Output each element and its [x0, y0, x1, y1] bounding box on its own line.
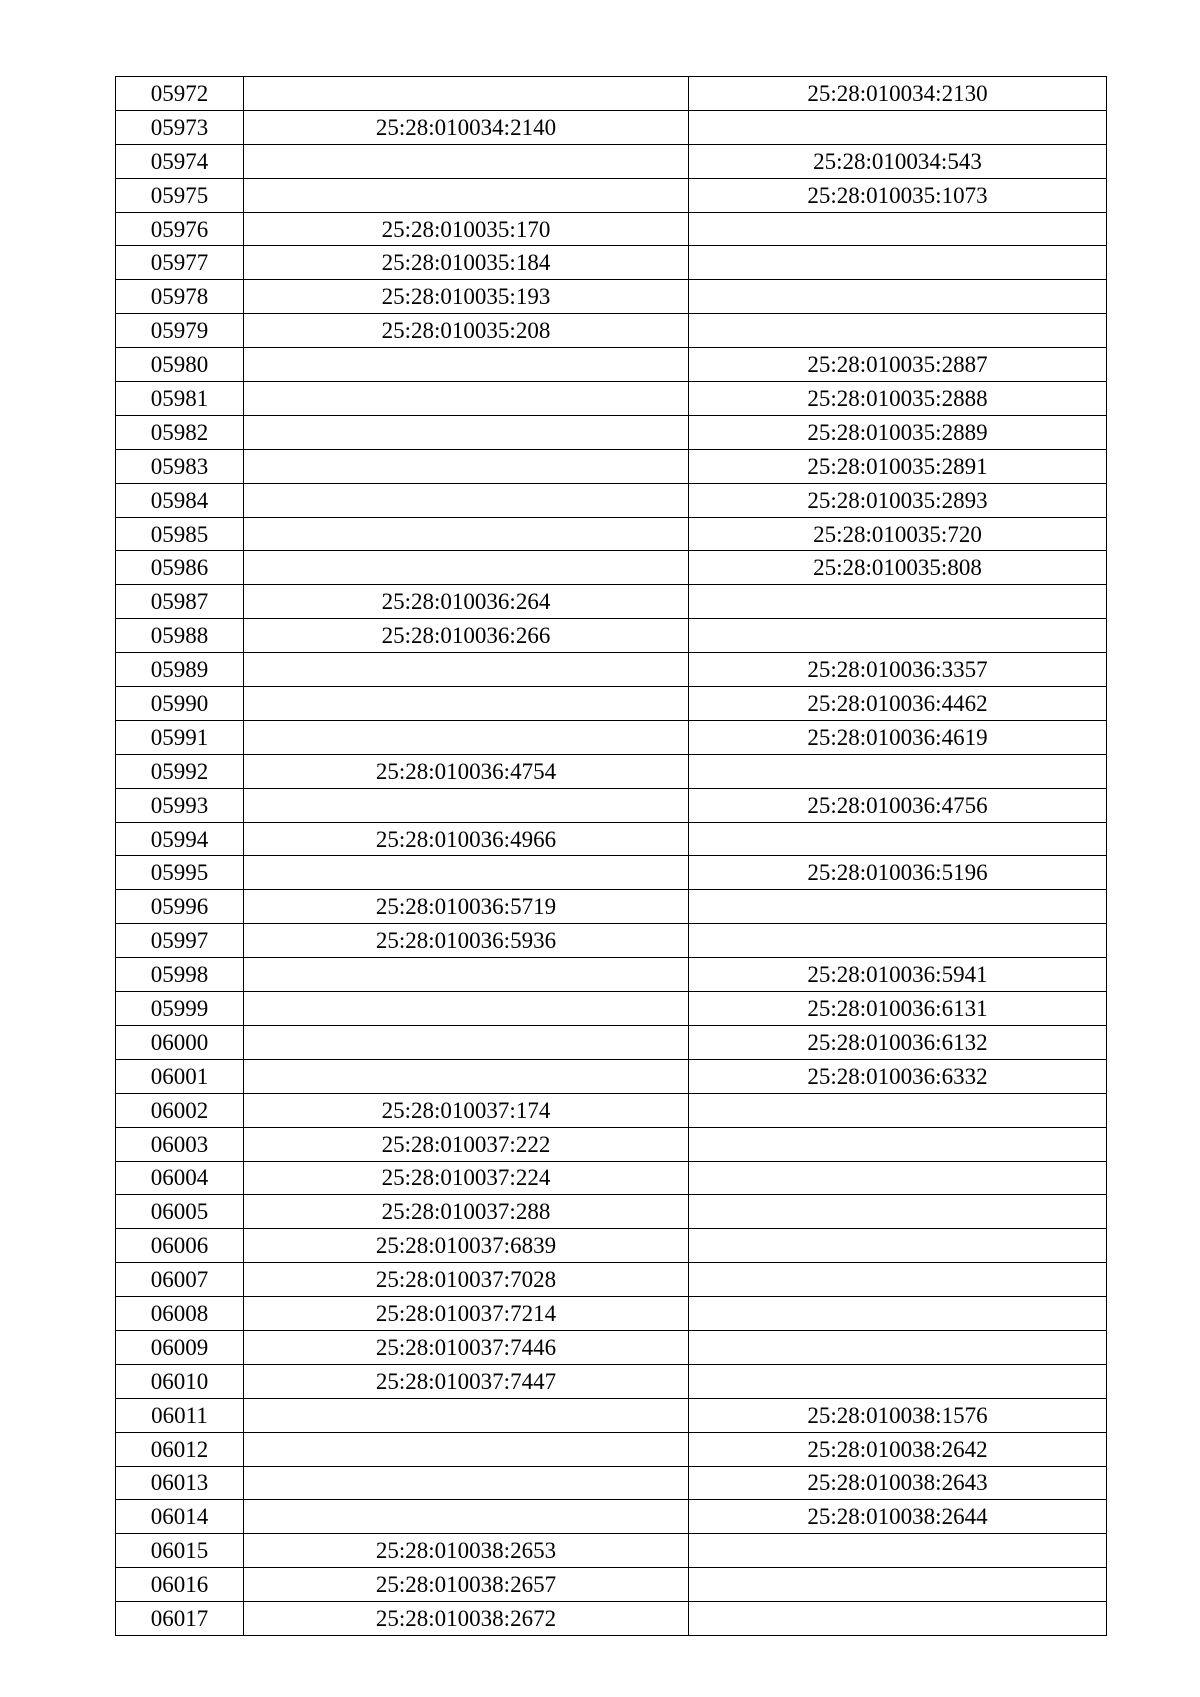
cadastral-number-cell-a: 25:28:010038:2653	[244, 1534, 689, 1568]
cadastral-number-cell-a: 25:28:010034:2140	[244, 110, 689, 144]
cadastral-number-cell-b: 25:28:010036:4756	[689, 788, 1107, 822]
table-row	[116, 1364, 1107, 1398]
cadastral-number-cell-b	[689, 585, 1107, 619]
row-number-cell: 05985	[116, 517, 244, 551]
cadastral-number-cell-a	[244, 178, 689, 212]
table-row	[116, 822, 1107, 856]
cadastral-number-cell-a: 25:28:010036:5719	[244, 890, 689, 924]
cadastral-number-cell-b	[689, 1568, 1107, 1602]
table-row	[116, 348, 1107, 382]
table-body	[116, 77, 1107, 1636]
cadastral-number-cell-b	[689, 1602, 1107, 1636]
row-number-cell: 05976	[116, 212, 244, 246]
row-number-cell: 05989	[116, 653, 244, 687]
cadastral-number-cell-a	[244, 1466, 689, 1500]
table-row	[116, 144, 1107, 178]
cadastral-number-cell-a: 25:28:010036:4754	[244, 754, 689, 788]
cadastral-number-cell-a: 25:28:010035:184	[244, 246, 689, 280]
row-number-cell: 06014	[116, 1500, 244, 1534]
table-row	[116, 212, 1107, 246]
table-row	[116, 687, 1107, 721]
cadastral-number-cell-b	[689, 1364, 1107, 1398]
table-row	[116, 720, 1107, 754]
cadastral-number-cell-a: 25:28:010038:2657	[244, 1568, 689, 1602]
cadastral-number-cell-b	[689, 246, 1107, 280]
cadastral-number-cell-a	[244, 788, 689, 822]
cadastral-number-cell-a: 25:28:010036:5936	[244, 924, 689, 958]
cadastral-number-cell-b: 25:28:010035:2893	[689, 483, 1107, 517]
cadastral-number-cell-a	[244, 348, 689, 382]
cadastral-number-cell-a: 25:28:010037:7028	[244, 1263, 689, 1297]
cadastral-number-cell-a: 25:28:010035:193	[244, 280, 689, 314]
row-number-cell: 05973	[116, 110, 244, 144]
table-row	[116, 449, 1107, 483]
table-row	[116, 1602, 1107, 1636]
cadastral-numbers-table	[115, 76, 1107, 1636]
table-row	[116, 1330, 1107, 1364]
table-row	[116, 1534, 1107, 1568]
cadastral-number-cell-b	[689, 1127, 1107, 1161]
cadastral-number-cell-b	[689, 1093, 1107, 1127]
cadastral-number-cell-b: 25:28:010038:1576	[689, 1398, 1107, 1432]
row-number-cell: 05988	[116, 619, 244, 653]
table-row	[116, 619, 1107, 653]
cadastral-number-cell-a	[244, 653, 689, 687]
cadastral-number-cell-a	[244, 958, 689, 992]
table-row	[116, 1127, 1107, 1161]
row-number-cell: 06013	[116, 1466, 244, 1500]
cadastral-number-cell-b	[689, 280, 1107, 314]
table-row	[116, 1432, 1107, 1466]
row-number-cell: 06005	[116, 1195, 244, 1229]
row-number-cell: 05996	[116, 890, 244, 924]
cadastral-number-cell-a	[244, 1025, 689, 1059]
table-row	[116, 1500, 1107, 1534]
row-number-cell: 05994	[116, 822, 244, 856]
table-row	[116, 1229, 1107, 1263]
cadastral-number-cell-b: 25:28:010034:2130	[689, 77, 1107, 111]
cadastral-number-cell-a: 25:28:010037:222	[244, 1127, 689, 1161]
table-row	[116, 517, 1107, 551]
cadastral-number-cell-b: 25:28:010034:543	[689, 144, 1107, 178]
row-number-cell: 05977	[116, 246, 244, 280]
table-row	[116, 1466, 1107, 1500]
cadastral-number-cell-a: 25:28:010037:7447	[244, 1364, 689, 1398]
cadastral-number-cell-b: 25:28:010035:1073	[689, 178, 1107, 212]
cadastral-number-cell-a	[244, 517, 689, 551]
cadastral-number-cell-a	[244, 992, 689, 1026]
cadastral-number-cell-b	[689, 1161, 1107, 1195]
cadastral-number-cell-a: 25:28:010037:224	[244, 1161, 689, 1195]
table-row	[116, 754, 1107, 788]
row-number-cell: 06017	[116, 1602, 244, 1636]
cadastral-number-cell-a	[244, 382, 689, 416]
row-number-cell: 06006	[116, 1229, 244, 1263]
row-number-cell: 06001	[116, 1059, 244, 1093]
row-number-cell: 06004	[116, 1161, 244, 1195]
cadastral-number-cell-b	[689, 1534, 1107, 1568]
cadastral-number-cell-a	[244, 1398, 689, 1432]
cadastral-number-cell-a: 25:28:010035:208	[244, 314, 689, 348]
row-number-cell: 06012	[116, 1432, 244, 1466]
table-row	[116, 178, 1107, 212]
cadastral-number-cell-b: 25:28:010038:2642	[689, 1432, 1107, 1466]
row-number-cell: 05978	[116, 280, 244, 314]
cadastral-number-cell-a	[244, 720, 689, 754]
cadastral-number-cell-a	[244, 856, 689, 890]
row-number-cell: 06000	[116, 1025, 244, 1059]
table-row	[116, 1093, 1107, 1127]
table-row	[116, 1568, 1107, 1602]
row-number-cell: 05991	[116, 720, 244, 754]
cadastral-number-cell-b	[689, 212, 1107, 246]
cadastral-number-cell-a	[244, 77, 689, 111]
row-number-cell: 05975	[116, 178, 244, 212]
cadastral-number-cell-b	[689, 1297, 1107, 1331]
cadastral-number-cell-a	[244, 144, 689, 178]
cadastral-number-cell-b: 25:28:010035:2888	[689, 382, 1107, 416]
cadastral-number-cell-b: 25:28:010035:720	[689, 517, 1107, 551]
cadastral-number-cell-b: 25:28:010036:4619	[689, 720, 1107, 754]
cadastral-number-cell-a: 25:28:010036:4966	[244, 822, 689, 856]
table-row	[116, 246, 1107, 280]
cadastral-number-cell-a	[244, 1059, 689, 1093]
cadastral-number-cell-b	[689, 1263, 1107, 1297]
cadastral-number-cell-b: 25:28:010036:6132	[689, 1025, 1107, 1059]
cadastral-number-cell-a	[244, 483, 689, 517]
cadastral-number-cell-b: 25:28:010038:2643	[689, 1466, 1107, 1500]
cadastral-number-cell-a	[244, 687, 689, 721]
table-row	[116, 653, 1107, 687]
row-number-cell: 06011	[116, 1398, 244, 1432]
row-number-cell: 06015	[116, 1534, 244, 1568]
cadastral-number-cell-b: 25:28:010035:2891	[689, 449, 1107, 483]
row-number-cell: 05984	[116, 483, 244, 517]
table-row	[116, 1263, 1107, 1297]
table-row	[116, 856, 1107, 890]
cadastral-number-cell-a	[244, 1432, 689, 1466]
row-number-cell: 06007	[116, 1263, 244, 1297]
cadastral-number-cell-b: 25:28:010035:2887	[689, 348, 1107, 382]
table-row	[116, 1059, 1107, 1093]
table-row	[116, 382, 1107, 416]
row-number-cell: 06009	[116, 1330, 244, 1364]
cadastral-number-cell-b	[689, 822, 1107, 856]
cadastral-number-cell-b	[689, 619, 1107, 653]
cadastral-number-cell-b	[689, 110, 1107, 144]
row-number-cell: 05974	[116, 144, 244, 178]
cadastral-number-cell-b	[689, 754, 1107, 788]
table-row	[116, 1161, 1107, 1195]
table-row	[116, 314, 1107, 348]
row-number-cell: 05997	[116, 924, 244, 958]
cadastral-number-cell-b	[689, 1229, 1107, 1263]
row-number-cell: 05995	[116, 856, 244, 890]
row-number-cell: 05986	[116, 551, 244, 585]
cadastral-number-cell-a	[244, 449, 689, 483]
row-number-cell: 05980	[116, 348, 244, 382]
row-number-cell: 06008	[116, 1297, 244, 1331]
row-number-cell: 06003	[116, 1127, 244, 1161]
row-number-cell: 06010	[116, 1364, 244, 1398]
table-row	[116, 958, 1107, 992]
cadastral-number-cell-a: 25:28:010035:170	[244, 212, 689, 246]
cadastral-number-cell-b: 25:28:010036:4462	[689, 687, 1107, 721]
row-number-cell: 05992	[116, 754, 244, 788]
table-row	[116, 992, 1107, 1026]
cadastral-number-cell-b: 25:28:010036:5941	[689, 958, 1107, 992]
row-number-cell: 05983	[116, 449, 244, 483]
cadastral-number-cell-a	[244, 415, 689, 449]
table-row	[116, 924, 1107, 958]
row-number-cell: 05998	[116, 958, 244, 992]
cadastral-number-cell-b	[689, 924, 1107, 958]
cadastral-number-cell-b	[689, 1330, 1107, 1364]
row-number-cell: 06016	[116, 1568, 244, 1602]
cadastral-number-cell-b	[689, 1195, 1107, 1229]
row-number-cell: 05987	[116, 585, 244, 619]
table-row	[116, 890, 1107, 924]
cadastral-number-cell-b: 25:28:010038:2644	[689, 1500, 1107, 1534]
cadastral-number-cell-a: 25:28:010036:264	[244, 585, 689, 619]
row-number-cell: 05993	[116, 788, 244, 822]
cadastral-number-cell-a: 25:28:010037:288	[244, 1195, 689, 1229]
cadastral-number-cell-b: 25:28:010035:808	[689, 551, 1107, 585]
cadastral-number-cell-b: 25:28:010036:3357	[689, 653, 1107, 687]
cadastral-number-cell-a	[244, 1500, 689, 1534]
cadastral-number-cell-a	[244, 551, 689, 585]
cadastral-number-cell-b: 25:28:010036:6332	[689, 1059, 1107, 1093]
cadastral-number-cell-b: 25:28:010036:6131	[689, 992, 1107, 1026]
table-row	[116, 77, 1107, 111]
row-number-cell: 05972	[116, 77, 244, 111]
cadastral-number-cell-a: 25:28:010037:7214	[244, 1297, 689, 1331]
table-row	[116, 110, 1107, 144]
table-row	[116, 280, 1107, 314]
row-number-cell: 05981	[116, 382, 244, 416]
cadastral-number-cell-b	[689, 314, 1107, 348]
cadastral-number-cell-a: 25:28:010037:6839	[244, 1229, 689, 1263]
row-number-cell: 05990	[116, 687, 244, 721]
table-row	[116, 1398, 1107, 1432]
table-row	[116, 1025, 1107, 1059]
table-row	[116, 551, 1107, 585]
row-number-cell: 05982	[116, 415, 244, 449]
cadastral-number-cell-a: 25:28:010038:2672	[244, 1602, 689, 1636]
cadastral-number-cell-a: 25:28:010037:174	[244, 1093, 689, 1127]
cadastral-number-cell-b: 25:28:010035:2889	[689, 415, 1107, 449]
table-row	[116, 1195, 1107, 1229]
table-row	[116, 415, 1107, 449]
cadastral-number-cell-b: 25:28:010036:5196	[689, 856, 1107, 890]
table-row	[116, 585, 1107, 619]
cadastral-number-cell-a: 25:28:010036:266	[244, 619, 689, 653]
cadastral-number-cell-a: 25:28:010037:7446	[244, 1330, 689, 1364]
cadastral-number-cell-b	[689, 890, 1107, 924]
row-number-cell: 05979	[116, 314, 244, 348]
table-row	[116, 788, 1107, 822]
table-row	[116, 483, 1107, 517]
table-row	[116, 1297, 1107, 1331]
row-number-cell: 05999	[116, 992, 244, 1026]
row-number-cell: 06002	[116, 1093, 244, 1127]
